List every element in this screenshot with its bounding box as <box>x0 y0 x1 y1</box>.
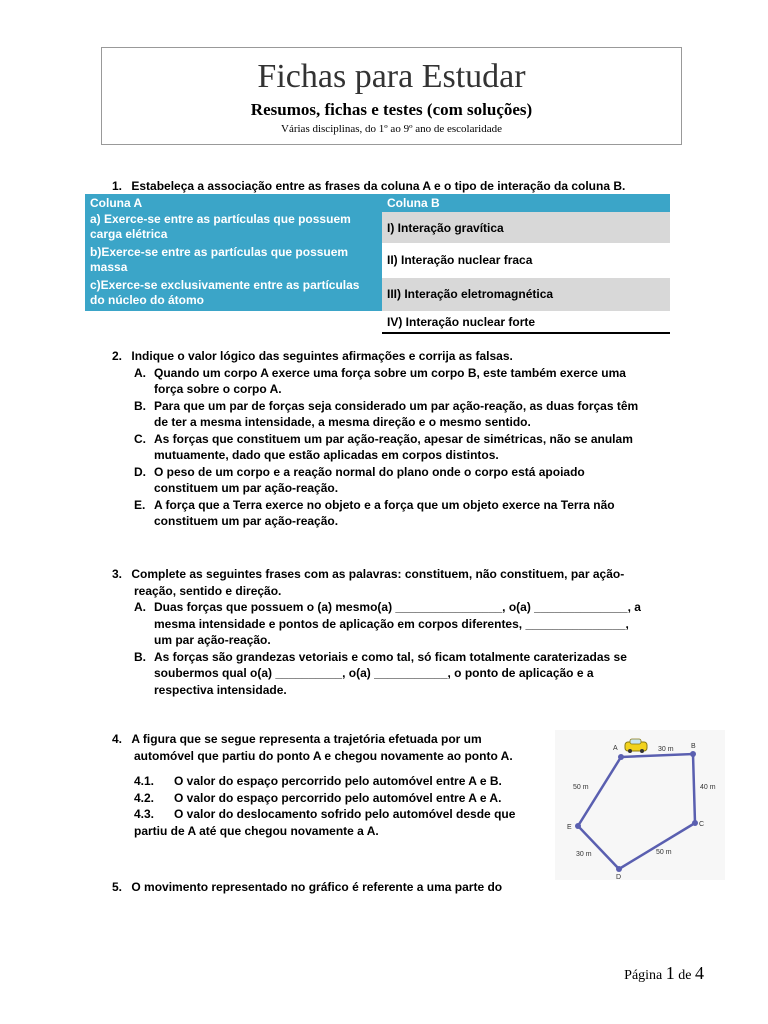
completion-line: soubermos qual o(a) __________, o(a) ___________, o ponto de aplicação e a <box>154 666 594 680</box>
statement-e <box>134 497 672 530</box>
completion-label: B. <box>134 649 146 664</box>
distance-label: 40 m <box>700 784 716 791</box>
statement-line: de ter a mesma intensidade, a mesma direção e o mesmo sentido. <box>154 415 531 429</box>
point-e-marker <box>575 823 581 829</box>
question-2-items <box>134 365 672 530</box>
association-table <box>85 194 670 334</box>
statement-line: As forças que constituem um par ação-reação, apesar de simétricas, não se anulam <box>154 431 633 446</box>
statement-line: constituem um par ação-reação. <box>154 514 339 528</box>
question-4-line: automóvel que partiu do ponto A e chegou novamente ao ponto A. <box>134 748 513 763</box>
statement-c <box>134 431 672 464</box>
point-label: B <box>691 743 696 750</box>
question-2-number: 2. <box>112 349 123 363</box>
header-title: Fichas para Estudar <box>257 58 526 95</box>
footer-prefix: Página <box>624 968 663 983</box>
subitem-label: 4.3. <box>134 807 155 821</box>
column-a-empty <box>85 311 382 333</box>
column-b-item: I) Interação gravítica <box>382 212 670 243</box>
statement-line: O peso de um corpo e a reação normal do plano onde o corpo está apoiado <box>154 464 585 479</box>
column-b-item: IV) Interação nuclear forte <box>382 311 670 333</box>
column-a-item: a) Exerce-se entre as partículas que possuem carga elétrica <box>90 212 351 241</box>
point-label: A <box>613 745 618 752</box>
subitem-4-2 <box>134 790 552 807</box>
question-1 <box>112 178 625 195</box>
completion-line: Duas forças que possuem o (a) mesmo(a) ________________, o(a) ______________, a <box>154 600 641 614</box>
footer-total-pages: 4 <box>695 963 704 983</box>
completion-line: um par ação-reação. <box>154 633 271 647</box>
subitem-line: partiu de A até que chegou novamente a A. <box>134 823 379 838</box>
statement-label: A. <box>134 365 146 380</box>
question-3-number: 3. <box>112 567 123 581</box>
completion-a <box>134 599 672 649</box>
subitem-label: 4.2. <box>134 790 155 805</box>
question-3 <box>112 566 672 698</box>
statement-line: Quando um corpo A exerce uma força sobre um corpo B, este também exerce uma <box>154 365 626 380</box>
distance-label: 50 m <box>573 784 589 791</box>
footer-middle: de <box>678 968 692 983</box>
header-note: Várias disciplinas, do 1º ao 9º ano de escolaridade <box>281 123 502 135</box>
question-4 <box>112 731 552 839</box>
question-5-number: 5. <box>112 880 123 894</box>
question-3-items <box>134 599 672 698</box>
column-a-cell <box>85 212 382 311</box>
point-b-marker <box>690 751 696 757</box>
document-header <box>101 47 682 145</box>
footer-page-number: 1 <box>665 963 675 983</box>
subitem-line: O valor do deslocamento sofrido pelo automóvel desde que <box>174 807 516 821</box>
point-d-marker <box>616 866 622 872</box>
column-a-item: c)Exerce-se exclusivamente entre as partículas do núcleo do átomo <box>90 278 360 307</box>
question-3-line: reação, sentido e direção. <box>134 583 282 598</box>
column-b-item: II) Interação nuclear fraca <box>382 243 670 277</box>
point-label: E <box>567 824 572 831</box>
statement-line: Para que um par de forças seja considerado um par ação-reação, as duas forças têm <box>154 398 639 413</box>
completion-b <box>134 649 672 699</box>
question-1-text: Estabeleça a associação entre as frases da coluna A e o tipo de interação da coluna B. <box>131 179 626 193</box>
page-footer <box>624 963 704 984</box>
completion-line: mesma intensidade e pontos de aplicação em corpos diferentes, _______________, <box>154 616 629 631</box>
statement-a <box>134 365 672 398</box>
statement-b <box>134 398 672 431</box>
distance-label: 30 m <box>658 746 674 753</box>
distance-label: 30 m <box>576 851 592 858</box>
statement-label: D. <box>134 464 146 479</box>
completion-line: As forças são grandezas vetoriais e como tal, só ficam totalmente caraterizadas se <box>154 649 627 664</box>
statement-label: E. <box>134 497 146 512</box>
trajectory-diagram <box>555 730 725 880</box>
statement-line: força sobre o corpo A. <box>154 382 282 396</box>
statement-label: C. <box>134 431 146 446</box>
car-icon <box>625 739 647 753</box>
question-4-number: 4. <box>112 732 123 746</box>
column-b-item: III) Interação eletromagnética <box>382 278 670 311</box>
completion-line: respectiva intensidade. <box>154 682 287 697</box>
question-5-text: O movimento representado no gráfico é referente a uma parte do <box>131 880 503 894</box>
column-a-item: b)Exerce-se entre as partículas que possuem massa <box>90 245 349 274</box>
statement-d <box>134 464 672 497</box>
subitem-4-1 <box>134 773 552 790</box>
subitem-4-3 <box>134 806 552 823</box>
subitem-line: O valor do espaço percorrido pelo automóvel entre A e B. <box>174 774 502 788</box>
statement-line: A força que a Terra exerce no objeto e a força que um objeto exerce na Terra não <box>154 497 615 512</box>
point-a-marker <box>618 754 624 760</box>
point-label: D <box>616 874 622 880</box>
question-2 <box>112 348 672 530</box>
question-4-line: A figura que se segue representa a trajetória efetuada por um <box>131 732 482 746</box>
point-label: C <box>699 821 705 828</box>
question-4-subitems <box>134 773 552 839</box>
distance-label: 50 m <box>656 849 672 856</box>
completion-label: A. <box>134 600 146 614</box>
column-b-header: Coluna B <box>382 194 670 212</box>
trajectory-figure <box>555 730 725 880</box>
statement-label: B. <box>134 398 146 413</box>
question-3-line: Complete as seguintes frases com as palavras: constituem, não constituem, par ação- <box>131 567 625 581</box>
column-a-header: Coluna A <box>85 194 382 212</box>
header-subtitle: Resumos, fichas e testes (com soluções) <box>250 100 533 119</box>
subitem-label: 4.1. <box>134 774 155 788</box>
trajectory-path <box>578 754 695 869</box>
point-c-marker <box>692 820 698 826</box>
question-2-text: Indique o valor lógico das seguintes afirmações e corrija as falsas. <box>131 349 513 363</box>
statement-line: constituem um par ação-reação. <box>154 481 339 495</box>
statement-line: mutuamente, dado que estão aplicadas em corpos distintos. <box>154 448 499 462</box>
question-5 <box>112 879 502 896</box>
subitem-line: O valor do espaço percorrido pelo automóvel entre A e A. <box>174 790 502 805</box>
question-1-number: 1. <box>112 179 123 193</box>
